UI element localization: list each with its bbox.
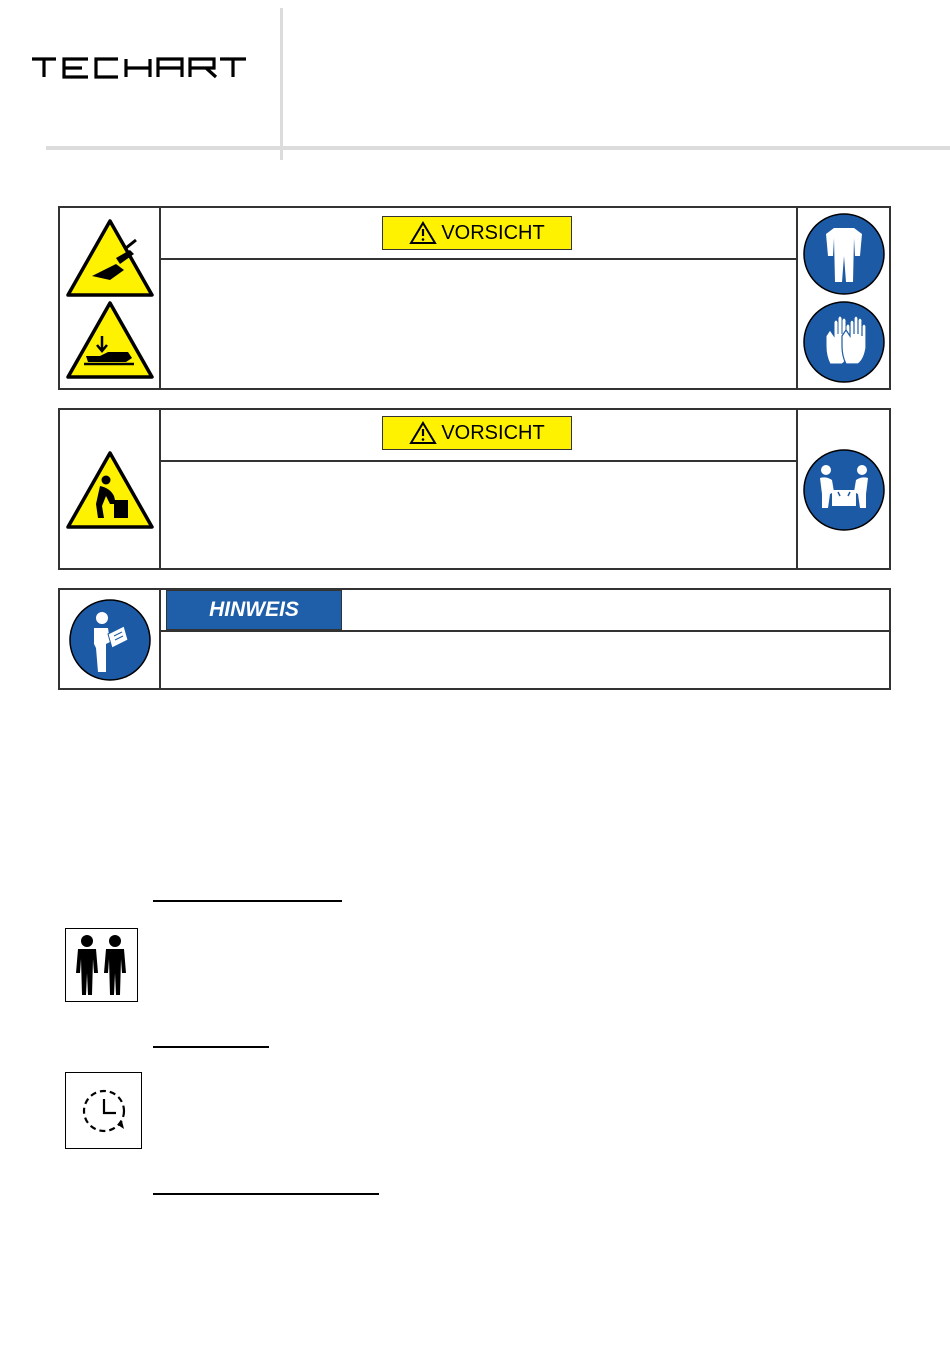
warning-box-2 (58, 408, 891, 570)
vorsicht-badge (382, 216, 572, 250)
hinweis-badge (166, 590, 342, 630)
two-persons-icon (65, 928, 138, 1002)
divider (160, 630, 889, 632)
warning-triangle-icon (409, 421, 437, 445)
badge-label: HINWEIS (209, 598, 299, 621)
time-clock-icon (65, 1072, 142, 1149)
divider (796, 410, 798, 568)
protective-gloves-icon (802, 300, 886, 384)
read-manual-icon (68, 598, 152, 682)
section-heading-underline (153, 900, 342, 902)
section-heading-underline (153, 1046, 269, 1048)
header-vertical-rule (280, 8, 283, 160)
divider (160, 258, 796, 260)
badge-label: VORSICHT (441, 221, 545, 244)
cutting-hazard-icon (66, 218, 154, 298)
divider (160, 460, 796, 462)
protective-clothing-icon (802, 212, 886, 296)
divider (159, 410, 161, 568)
header-horizontal-rule (46, 146, 950, 150)
divider (159, 208, 161, 388)
heavy-load-hazard-icon (66, 450, 154, 530)
divider (796, 208, 798, 388)
warning-box-1 (58, 206, 891, 390)
techart-logo (30, 55, 250, 85)
notice-box (58, 588, 891, 690)
badge-label: VORSICHT (441, 421, 545, 444)
vorsicht-badge (382, 416, 572, 450)
divider (159, 590, 161, 688)
warning-triangle-icon (409, 221, 437, 245)
crushing-hazard-icon (66, 300, 154, 380)
section-heading-underline (153, 1193, 379, 1195)
two-person-lift-icon (802, 448, 886, 532)
